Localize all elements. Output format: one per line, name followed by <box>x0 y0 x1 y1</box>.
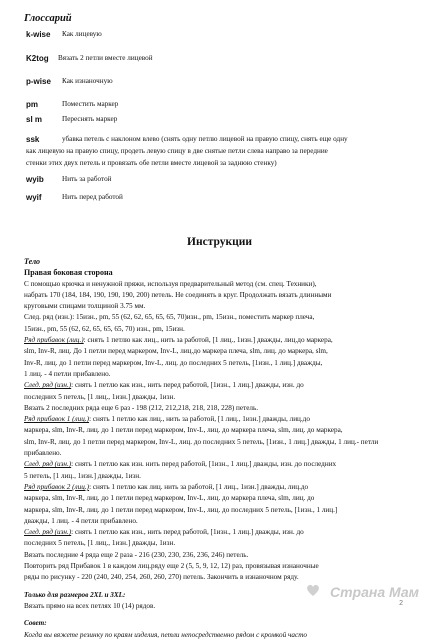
sizes-heading: Только для размеров 2XL и 3XL: <box>24 590 126 599</box>
glossary-term: sl m <box>26 115 43 124</box>
paragraph-line: Inv-R, лиц. до 1 петли перед маркером, Inv-L, лиц. до последних 5 петель, [1изн., 1 лиц.] дважды, <box>24 358 323 367</box>
paragraph-line: Повторить ряд Прибавок 1 в каждом лиц.ряду еще 2 (5, 5, 9, 12, 12) раз, провязывая изнаночные <box>24 562 319 571</box>
paragraph-line: последних 5 петель, [1 лиц., 1изн.] дважды, 1изн. <box>24 539 176 548</box>
row-label: Ряд прибавок (лиц.) <box>24 336 84 345</box>
section-heading: Тело <box>24 257 41 266</box>
paragraph-line: : снять 1 петлю как лиц., нить за работой, [1 лиц., 1изн.] дважды, лиц.до <box>89 415 310 424</box>
glossary-term: K2tog <box>26 54 49 63</box>
paragraph-line: Вязать 2 последних ряда еще 6 раз - 198 (212, 212,218, 218, 218, 228) петель. <box>24 403 259 412</box>
tip-text: Когда вы вяжете резинку по краям изделия, петли непосредственно рядом с кромкой часто <box>24 630 307 639</box>
paragraph-line: : снять 1 петлю как изн., нить перед работой, [1изн., 1 лиц.] дважды, изн. до <box>71 528 304 537</box>
paragraph-line: дважды, 1 лиц. - 4 петли прибавлено. <box>24 516 138 525</box>
glossary-definition: Как изнаночную <box>62 77 113 85</box>
paragraph-line: ряды по рисунку - 220 (240, 240, 254, 260, 260, 270) петель. Закончить в изнаночном ряду. <box>24 573 299 582</box>
row-label: След. ряд (изн.) <box>24 381 72 390</box>
heart-icon <box>305 582 321 598</box>
paragraph-line: : снять 1 петлю как лиц. нить за работой, [1 лиц., 1изн.] дважды, лиц.до <box>89 482 309 491</box>
paragraph-line: Вязать последние 4 ряда еще 2 раза - 216 (230, 230, 236, 236, 246) петель. <box>24 550 249 559</box>
paragraph-line: 1 лиц. - 4 петли прибавлено. <box>24 369 111 378</box>
paragraph-line: 15изн., pm, 55 (62, 62, 65, 65, 65, 70) изн., pm, 15изн. <box>24 324 185 333</box>
glossary-definition: Переснять маркер <box>62 115 118 123</box>
glossary-term: p-wise <box>26 77 51 86</box>
tip-heading: Совет: <box>24 619 47 628</box>
glossary-definition-cont: как лицевую на правую спицу, продеть левую спицу в две снятые петли слева направо за передние <box>26 147 328 155</box>
paragraph-line: Вязать прямо на всех петлях 10 (14) рядов. <box>24 601 156 610</box>
paragraph-line: : снять 1 петлю как изн., нить перед работой, [1изн., 1 лиц.] дважды, изн. до <box>71 381 304 390</box>
paragraph-line: 5 петель, [1 лиц., 1изн.] дважды, 1изн. <box>24 471 141 480</box>
row-label: Ряд прибавок 1 (лиц.) <box>24 415 90 424</box>
paragraph-line: маркера, slm, Inv-R, лиц. до 1 петли перед маркером, Inv-L, лиц. до маркера плеча, slm, лиц. до маркера, <box>24 426 343 435</box>
paragraph-line: последних 5 петель, [1 лиц., 1изн.] дважды, 1изн. <box>24 392 176 401</box>
paragraph-line: маркера, slm, Inv-R, лиц. до 1 петли перед маркером, Inv-L, лиц. до последних 5 петель, [1изн., 1 лиц.] <box>24 505 338 514</box>
glossary-term: ssk <box>26 135 40 144</box>
row-label: След. ряд (изн.) <box>24 460 72 469</box>
row-label: Ряд прибавок 2 (лиц.) <box>24 482 90 491</box>
glossary-definition: убавка петель с наклоном влево (снять одну петлю лицевой на правую спицу, снять еще одну <box>62 135 348 143</box>
glossary-term: pm <box>26 100 38 109</box>
paragraph-line: slm, Inv-R, лиц. до 1 петли перед маркером, Inv-L, лиц. до последних 5 петель, [1изн., 1 лиц.] дважды, 1 лиц.- петли <box>24 437 379 446</box>
watermark: Страна Мам <box>329 584 419 600</box>
glossary-definition: Как лицевую <box>62 30 102 38</box>
glossary-definition: Нить за работой <box>62 175 112 183</box>
glossary-term: wyif <box>26 193 42 202</box>
paragraph-line: маркера, slm, Inv-R, лиц. до 1 петли перед маркером, Inv-L, лиц. до маркера плеча, slm, лиц. до <box>24 494 315 503</box>
paragraph-line: прибавлено. <box>24 449 62 458</box>
glossary-title: Глоссарий <box>24 13 72 24</box>
paragraph-line: набрать 170 (184, 184, 190, 190, 190, 200) петель. Не соединять в круг. Продолжать вязать длинными <box>24 290 332 299</box>
paragraph-line: С помощью крючка и ненужной пряжи, используя предварительный метод (см. спец. Техники), <box>24 279 317 288</box>
glossary-definition-cont: стенки этих двух петель и провязать обе петли вместе лицевой за заднюю стенку) <box>26 159 277 167</box>
instructions-title: Инструкции <box>187 236 252 248</box>
paragraph-line: круговыми спицами толщиной 3.75 мм. <box>24 302 146 311</box>
paragraph-line: : снять 1 петлю как лиц., нить за работой, [1 лиц., 1изн.] дважды, лиц.до маркера, <box>83 336 333 345</box>
glossary-term: wyib <box>26 175 44 184</box>
paragraph-line: : снять 1 петлю как изн. нить перед работой, [1изн., 1 лиц.] дважды, изн. до последних <box>71 460 337 469</box>
paragraph-line: След. ряд (изн.): 15изн., pm, 55 (62, 62, 65, 65, 65, 70)изн., pm, 15изн., поместить маркер плеча, <box>24 313 315 322</box>
glossary-term: k-wise <box>26 30 51 39</box>
glossary-definition: Вязать 2 петли вместе лицевой <box>58 54 153 62</box>
glossary-definition: Нить перед работой <box>62 193 123 201</box>
subsection-heading: Правая боковая сторона <box>24 268 113 278</box>
paragraph-line: slm, Inv-R, лиц. До 1 петли перед маркером, Inv-L, лиц.до маркера плеча, slm, лиц. до маркера, slm, <box>24 347 328 356</box>
page-number: 2 <box>399 600 403 607</box>
glossary-definition: Поместить маркер <box>62 100 119 108</box>
row-label: След. ряд (изн.) <box>24 528 72 537</box>
